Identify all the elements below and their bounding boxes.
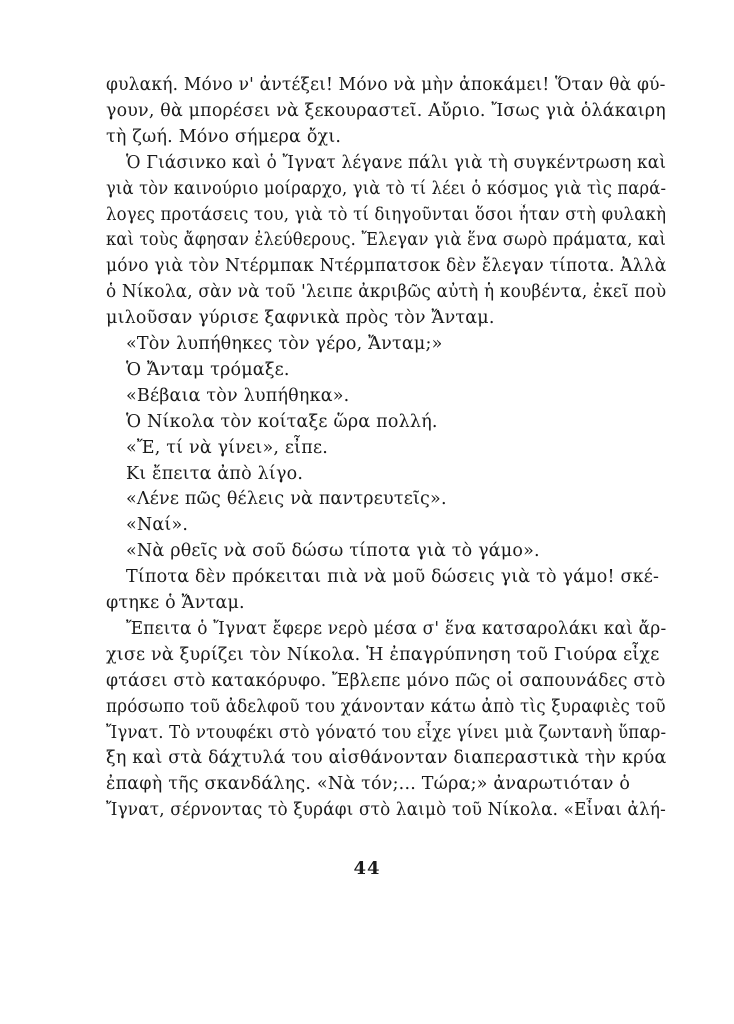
text-line: Ὁ Ἄνταμ τρόμαξε. <box>126 359 290 380</box>
text-line: Ἴγνατ. Τὸ ντουφέκι στὸ γόνατό του εἶχε γίνει μιὰ ζωντανὴ ὕπαρ- <box>106 722 667 743</box>
text-line: «Ναί». <box>126 515 189 536</box>
text-line: «Λένε πῶς θέλεις νὰ παντρευτεῖς». <box>126 489 447 510</box>
text-line: καὶ τοὺς ἄφησαν ἐλεύθερους. Ἔλεγαν γιὰ ἕνα σωρὸ πράματα, καὶ <box>106 230 667 251</box>
text-line: «Βέβαια τὸν λυπήθηκα». <box>126 385 350 406</box>
text-line: λογες προτάσεις του, γιὰ τὸ τί διηγοῦνται ὅσοι ἦταν στὴ φυλακὴ <box>106 204 667 225</box>
page-number: 44 <box>353 858 381 879</box>
text-line: Τίποτα δὲν πρόκειται πιὰ νὰ μοῦ δώσεις γιὰ τὸ γάμο! σκέ- <box>126 567 660 588</box>
text-line: χισε νὰ ξυρίζει τὸν Νίκολα. Ἡ ἐπαγρύπνηση τοῦ Γιούρα εἶχε <box>106 644 660 665</box>
text-line: Ἴγνατ, σέρνοντας τὸ ξυράφι στὸ λαιμὸ τοῦ Νίκολα. «Εἶναι ἀλή- <box>106 800 667 821</box>
text-line: Κι ἔπειτα ἀπὸ λίγο. <box>126 463 304 484</box>
text-line: Ὁ Γιάσινκο καὶ ὁ Ἴγνατ λέγανε πάλι γιὰ τὴ συγκέντρωση καὶ <box>126 152 667 173</box>
text-line: μιλοῦσαν γύρισε ξαφνικὰ πρὸς τὸν Ἄνταμ. <box>106 308 495 329</box>
text-line: «Νὰ ρθεῖς νὰ σοῦ δώσω τίποτα γιὰ τὸ γάμο». <box>126 541 540 562</box>
text-line: τὴ ζωή. Μόνο σήμερα ὄχι. <box>106 126 342 147</box>
text-line: γιὰ τὸν καινούριο μοίραρχο, γιὰ τὸ τί λέει ὁ κόσμος γιὰ τὶς παρά- <box>106 178 667 199</box>
text-line: Ἔπειτα ὁ Ἴγνατ ἔφερε νερὸ μέσα σ' ἕνα κατσαρολάκι καὶ ἄρ- <box>126 618 667 639</box>
text-line: «Ἔ, τί νὰ γίνει», εἶπε. <box>126 437 328 458</box>
text-line: φτηκε ὁ Ἄνταμ. <box>106 593 245 613</box>
text-line: ξη καὶ στὰ δάχτυλά του αἰσθάνονταν διαπεραστικὰ τὴν κρύα <box>106 748 667 769</box>
text-line: μόνο γιὰ τὸν Ντέρμπακ Ντέρμπατσοκ δὲν ἔλεγαν τίποτα. Ἀλλὰ <box>106 256 667 277</box>
text-line: ἐπαφὴ τῆς σκανδάλης. «Νὰ τόν;... Τώρα;» ἀναρωτιόταν ὁ <box>106 774 631 795</box>
text-line: Ὁ Νίκολα τὸν κοίταξε ὥρα πολλή. <box>126 411 438 432</box>
text-line: φυλακή. Μόνο ν' ἀντέξει! Μόνο νὰ μὴν ἀποκάμει! Ὅταν θὰ φύ- <box>106 75 666 95</box>
text-line: πρόσωπο τοῦ ἀδελφοῦ του χάνονταν κάτω ἀπὸ τὶς ξυραφιὲς τοῦ <box>106 696 666 717</box>
text-line: φτάσει στὸ κατακόρυφο. Ἔβλεπε μόνο πῶς οἱ σαπουνάδες στὸ <box>106 670 666 691</box>
text-line: ὁ Νίκολα, σὰν νὰ τοῦ 'λειπε ἀκριβῶς αὐτὴ ἡ κουβέντα, ἐκεῖ ποὺ <box>106 282 667 303</box>
text-line: γουν, θὰ μπορέσει νὰ ξεκουραστεῖ. Αὔριο. Ἴσως γιὰ ὁλάκαιρη <box>106 100 666 121</box>
text-line: «Τὸν λυπήθηκες τὸν γέρο, Ἄνταμ;» <box>126 334 443 354</box>
